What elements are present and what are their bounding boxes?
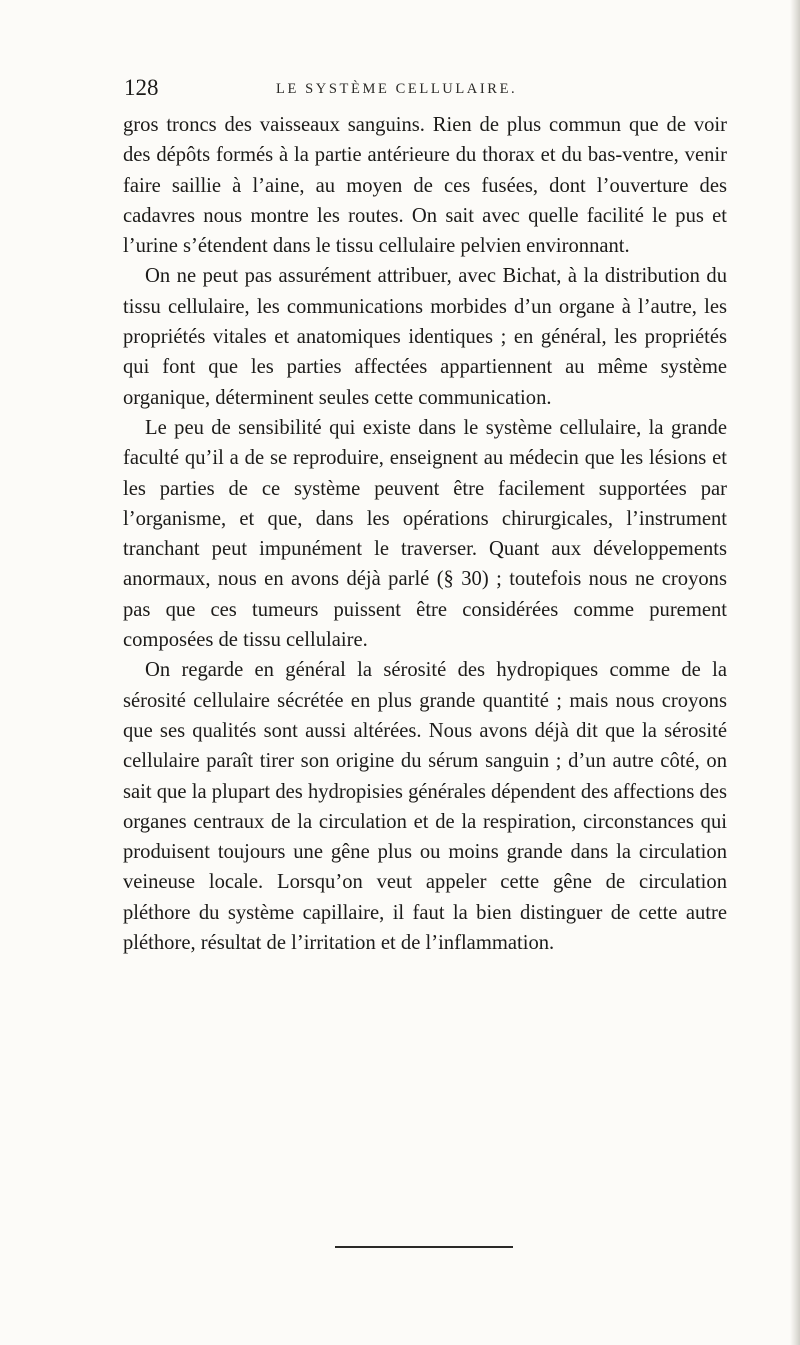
page-number: 128 bbox=[124, 75, 159, 100]
body-text bbox=[123, 110, 727, 958]
footer-rule bbox=[335, 1246, 513, 1248]
page-edge-shadow bbox=[790, 0, 800, 1345]
paragraph-3: Le peu de sensibilité qui existe dans le système cellulaire, la grande faculté qu’il a de se reproduire, enseignent au médecin que les lésions et les parties de ce système peuvent être facilement supportées par l’organisme, et que, dans les opérations chirurgicales, l’instrument tranchant peut impunément le traverser. Quant aux développements anormaux, nous en avons déjà parlé (§ 30) ; toutefois nous ne croyons pas que ces tumeurs puissent être considérées comme purement composées de tissu cellulaire. bbox=[123, 416, 727, 652]
paragraph-4: On regarde en général la sérosité des hydropiques comme de la sérosité cellulaire sécrétée en plus grande quantité ; mais nous croyons que ses qualités sont aussi altérées. Nous avons déjà dit que la sérosité cellulaire paraît tirer son origine du sérum sanguin ; d’un autre côté, on sait que la plupart des hydropisies générales dépendent des affections des organes centraux de la circulation et de la respiration, circonstances qui produisent toujours une gêne plus ou moins grande dans la circulation veineuse locale. Lorsqu’on veut appeler cette gêne de circulation pléthore du système capillaire, il faut la bien distinguer de cette autre pléthore, résultat de l’irritation et de l’inflammation. bbox=[123, 659, 727, 955]
paragraph-1: gros troncs des vaisseaux sanguins. Rien de plus commun que de voir des dépôts formés à la partie antérieure du thorax et du bas-ventre, venir faire saillie à l’aine, au moyen de ces fusées, dont l’ouverture des cadavres nous montre les routes. On sait avec quelle facilité le pus et l’urine s’étendent dans le tissu cellulaire pelvien environnant. bbox=[123, 114, 727, 258]
running-head: LE SYSTÈME CELLULAIRE. bbox=[276, 81, 518, 97]
page-header bbox=[124, 74, 724, 102]
paragraph-2: On ne peut pas assurément attribuer, avec Bichat, à la distribution du tissu cellulaire, les communications morbides d’un organe à l’autre, les propriétés vitales et anatomiques identiques ; en général, les propriétés qui font que les parties affectées appartiennent au même système organique, déterminent seules cette communication. bbox=[123, 265, 727, 409]
